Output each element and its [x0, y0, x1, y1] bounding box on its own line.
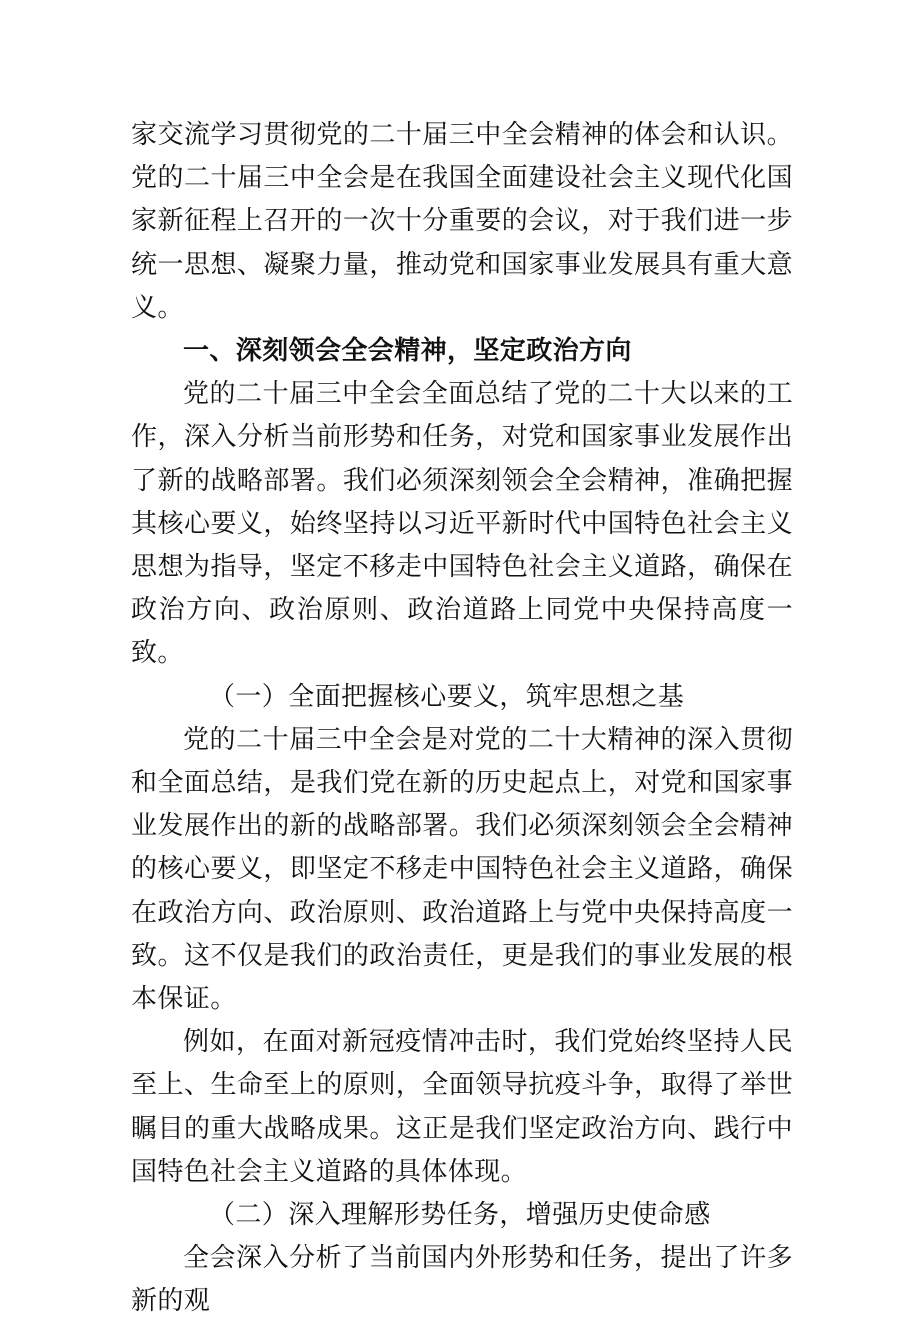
- body-paragraph: 党的二十届三中全会是对党的二十大精神的深入贯彻和全面总结，是我们党在新的历史起点上，对党和国家事业发展作出的新的战略部署。我们必须深刻领会全会精神的核心要义，即坚定不移走中国特色社会主义道路，确保在政治方向、政治原则、政治道路上与党中央保持高度一致。这不仅是我们的政治责任，更是我们的事业发展的根本保证。: [131, 724, 793, 1015]
- body-paragraph: 例如，在面对新冠疫情冲击时，我们党始终坚持人民至上、生命至上的原则，全面领导抗疫斗争，取得了举世瞩目的重大战略成果。这正是我们坚定政治方向、践行中国特色社会主义道路的具体体现。: [131, 1027, 793, 1187]
- body-paragraph: 党的二十届三中全会全面总结了党的二十大以来的工作，深入分析当前形势和任务，对党和国家事业发展作出了新的战略部署。我们必须深刻领会全会精神，准确把握其核心要义，始终坚持以习近平新时代中国特色社会主义思想为指导，坚定不移走中国特色社会主义道路，确保在政治方向、政治原则、政治道路上同党中央保持高度一致。: [131, 379, 793, 669]
- intro-paragraph: 家交流学习贯彻党的二十届三中全会精神的体会和认识。党的二十届三中全会是在我国全面建设社会主义现代化国家新征程上召开的一次十分重要的会议，对于我们进一步统一思想、凝聚力量，推动党和国家事业发展具有重大意义。: [131, 120, 793, 323]
- subsection-heading-1: （一）全面把握核心要义，筑牢思想之基: [209, 681, 685, 712]
- body-paragraph: 全会深入分析了当前国内外形势和任务，提出了许多新的观: [131, 1243, 793, 1317]
- subsection-heading-2: （二）深入理解形势任务，增强历史使命感: [209, 1200, 711, 1231]
- document-body: [131, 114, 793, 1324]
- section-heading-1: 一、深刻领会全会精神，坚定政治方向: [183, 336, 632, 367]
